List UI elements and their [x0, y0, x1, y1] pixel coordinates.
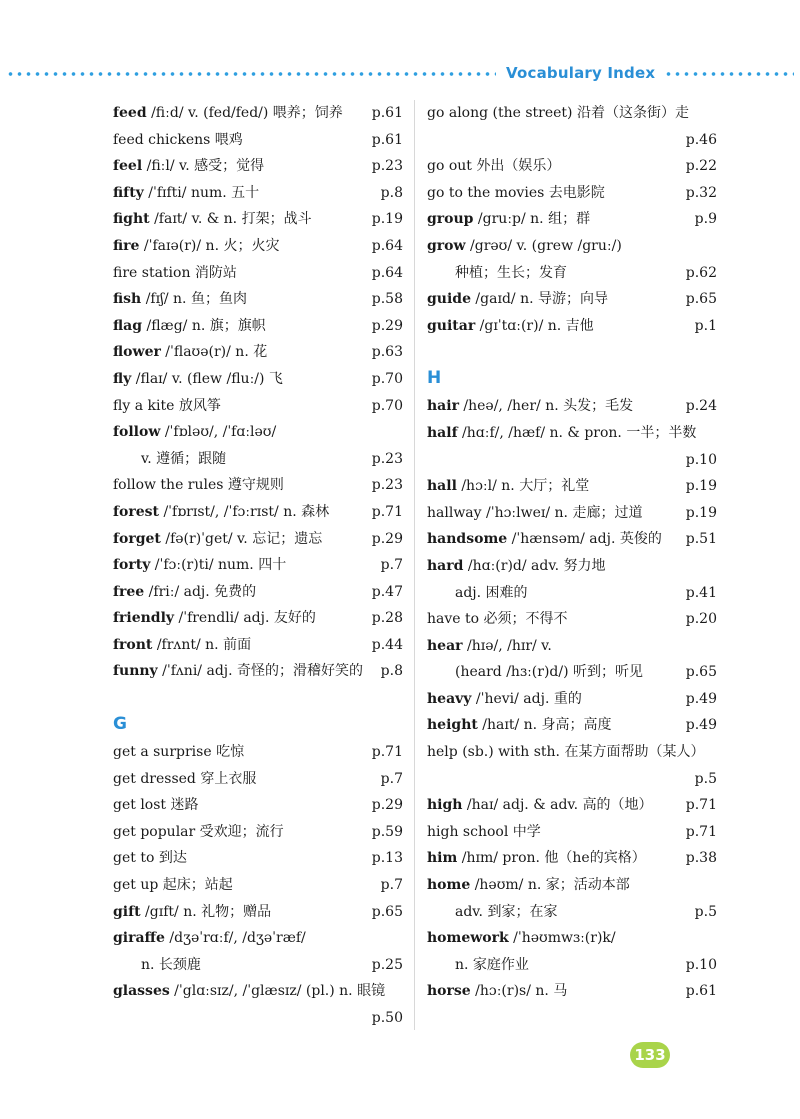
entry-text	[427, 712, 612, 739]
entry-text	[113, 792, 199, 819]
entry-gloss: /ˈglɑːsɪz/, /ˈglæsɪz/ (pl.) n. 眼镜	[169, 983, 386, 1000]
entry-gloss: /ˈfrendli/ adj. 友好的	[174, 610, 316, 627]
page-ref: p.38	[685, 850, 717, 867]
entry-gloss: /gaɪd/ n. 导游；向导	[470, 291, 608, 308]
header-band	[0, 62, 800, 86]
headword: hall	[427, 478, 457, 495]
entry-gloss: /fɪʃ/ n. 鱼；鱼肉	[141, 291, 247, 308]
index-entry	[427, 180, 717, 207]
index-entry	[427, 606, 717, 633]
index-entry	[113, 739, 403, 766]
entry-gloss: feed chickens 喂鸡	[113, 131, 243, 148]
entry-gloss: high school 中学	[427, 823, 541, 840]
entry-gloss: /faɪt/ v. & n. 打架；战斗	[149, 211, 312, 228]
entry-gloss: adv. 到家；在家	[455, 903, 558, 920]
section-gap	[113, 685, 403, 699]
entry-text	[427, 606, 568, 633]
page-ref: p.19	[685, 478, 717, 495]
page-ref: p.70	[371, 397, 403, 414]
entry-text	[113, 472, 284, 499]
index-entry	[113, 792, 403, 819]
entry-gloss: /haɪt/ n. 身高；高度	[477, 717, 612, 734]
page-ref: p.59	[371, 823, 403, 840]
index-entry	[113, 579, 403, 606]
headword: fifty	[113, 184, 144, 201]
entry-text	[427, 180, 605, 207]
entry-text	[427, 686, 582, 713]
entry-gloss: /ˈfɪfti/ num. 五十	[143, 184, 260, 201]
headword: handsome	[427, 531, 508, 548]
headword: height	[427, 717, 478, 734]
entry-text	[113, 766, 256, 793]
entry-gloss: /ˈhænsəm/ adj. 英俊的	[507, 531, 662, 548]
entry-gloss: /hɑː(r)d/ adv. 努力地	[463, 557, 606, 574]
index-entry	[113, 446, 403, 473]
letter-heading: H	[427, 368, 442, 389]
headword: friendly	[113, 610, 175, 627]
index-entry	[427, 553, 717, 580]
entry-text	[427, 925, 616, 952]
entry-gloss: get popular 受欢迎；流行	[113, 823, 284, 840]
page-ref: p.61	[371, 105, 403, 121]
headword: grow	[427, 237, 466, 254]
page-ref: p.10	[685, 956, 717, 973]
entry-text	[427, 500, 642, 527]
page-ref: p.8	[380, 184, 403, 201]
index-entry	[113, 153, 403, 180]
headword: forty	[113, 557, 151, 574]
entry-gloss: get dressed 穿上衣服	[113, 770, 257, 787]
index-entry	[113, 472, 403, 499]
index-entry	[427, 260, 717, 287]
entry-gloss: /grəʊ/ v. (grew /gruː/)	[465, 237, 622, 254]
entry-text	[113, 339, 267, 366]
headword: hard	[427, 557, 464, 574]
headword: flower	[113, 344, 161, 361]
page-ref: p.41	[685, 584, 717, 601]
index-entry	[427, 447, 717, 474]
page-ref: p.61	[371, 131, 403, 148]
index-entry	[427, 313, 717, 340]
headword: fight	[113, 211, 150, 228]
headword: fish	[113, 291, 142, 308]
entry-text	[427, 978, 567, 1005]
headword: guitar	[427, 317, 476, 334]
entry-gloss: /ˈfɔː(r)ti/ num. 四十	[150, 557, 287, 574]
page-ref: p.62	[685, 264, 717, 281]
index-entry	[113, 952, 403, 979]
index-entry	[113, 313, 403, 340]
index-entry	[113, 925, 403, 952]
entry-gloss: 种植；生长；发育	[455, 264, 567, 281]
page-ref: p.5	[694, 903, 717, 920]
index-entry	[113, 180, 403, 207]
index-entry	[427, 845, 717, 872]
page-number-badge: 133	[630, 1042, 670, 1068]
entry-text	[113, 925, 306, 952]
entry-text	[427, 872, 630, 899]
index-entry	[427, 899, 717, 926]
page-ref: p.51	[685, 531, 717, 548]
entry-gloss: v. 遵循；跟随	[141, 450, 227, 467]
index-entry	[113, 605, 403, 632]
entry-gloss: follow the rules 遵守规则	[113, 477, 284, 494]
entry-text	[113, 872, 233, 899]
entry-text	[455, 899, 557, 926]
entry-gloss: fire station 消防站	[113, 264, 237, 281]
entry-text	[113, 899, 271, 926]
index-entry	[113, 872, 403, 899]
entry-gloss: /ˈfaɪə(r)/ n. 火；火灾	[139, 237, 280, 254]
headword: flag	[113, 317, 143, 334]
entry-text	[427, 233, 622, 260]
section-gap	[427, 339, 717, 353]
index-entry	[427, 766, 717, 793]
page-ref: p.49	[685, 717, 717, 734]
headword: hear	[427, 637, 463, 654]
entry-gloss: get lost 迷路	[113, 797, 199, 814]
column-divider	[414, 100, 415, 1030]
entry-text	[113, 845, 187, 872]
page-ref: p.7	[380, 877, 403, 894]
entry-text	[427, 633, 552, 660]
entry-text	[455, 952, 529, 979]
headword: group	[427, 211, 474, 228]
entry-gloss: /flæg/ n. 旗；旗帜	[142, 317, 266, 334]
page-ref: p.71	[371, 744, 403, 761]
page-ref: p.22	[685, 158, 717, 175]
entry-text	[113, 286, 247, 313]
index-entry	[113, 286, 403, 313]
entry-text	[427, 393, 633, 420]
right-column	[427, 100, 717, 1005]
entry-gloss: /haɪ/ adj. & adv. 高的（地）	[462, 797, 653, 814]
entry-text	[113, 739, 244, 766]
index-entry	[113, 233, 403, 260]
headword: homework	[427, 930, 509, 947]
entry-gloss: get to 到达	[113, 850, 187, 867]
page-ref: p.7	[380, 770, 403, 787]
index-entry	[113, 845, 403, 872]
page-ref: p.13	[371, 850, 403, 867]
entry-text	[427, 206, 590, 233]
entry-text	[141, 446, 226, 473]
page-ref: p.29	[371, 317, 403, 334]
page-ref: p.5	[694, 770, 717, 787]
entry-text	[427, 819, 541, 846]
entry-gloss: /gruːp/ n. 组；群	[473, 211, 591, 228]
headword: him	[427, 850, 458, 867]
headword: forest	[113, 503, 159, 520]
entry-gloss: /dʒəˈrɑːf/, /dʒəˈræf/	[164, 930, 306, 947]
index-entry	[427, 819, 717, 846]
index-entry	[113, 419, 403, 446]
entry-text	[455, 659, 643, 686]
index-entry	[113, 127, 403, 154]
entry-text	[113, 526, 322, 553]
index-entry	[427, 500, 717, 527]
header-dots-right	[664, 72, 794, 76]
entry-text	[113, 632, 251, 659]
index-entry	[113, 206, 403, 233]
index-entry	[427, 393, 717, 420]
page-ref: p.23	[371, 158, 403, 175]
entry-gloss: go out 外出（娱乐）	[427, 158, 561, 175]
page-ref: p.64	[371, 264, 403, 281]
entry-gloss: /gɪˈtɑː(r)/ n. 吉他	[475, 317, 594, 334]
entry-gloss: /ˈfɒrɪst/, /ˈfɔːrɪst/ n. 森林	[159, 503, 330, 520]
entry-text	[427, 553, 606, 580]
headword: half	[427, 424, 458, 441]
letter-heading: G	[113, 714, 127, 735]
entry-text	[113, 819, 284, 846]
entry-gloss: /ˈfɒləʊ/, /ˈfɑːləʊ/	[160, 424, 277, 441]
index-entry	[427, 978, 717, 1005]
headword: feed	[113, 105, 147, 121]
left-column	[113, 100, 403, 1032]
headword: heavy	[427, 690, 472, 707]
entry-text	[113, 313, 266, 340]
index-entry	[427, 206, 717, 233]
entry-text	[427, 286, 608, 313]
page-ref: p.24	[685, 398, 717, 415]
headword: horse	[427, 983, 471, 1000]
entry-text	[113, 366, 283, 393]
index-entry	[113, 766, 403, 793]
index-entry	[427, 473, 717, 500]
entry-gloss: /ˈfʌni/ adj. 奇怪的；滑稽好笑的	[157, 663, 364, 680]
page-ref: p.29	[371, 530, 403, 547]
entry-gloss: (heard /hɜː(r)d/) 听到；听见	[455, 664, 643, 681]
entry-gloss: /hɪə/, /hɪr/ v.	[462, 637, 552, 654]
page-ref: p.65	[685, 664, 717, 681]
page-ref: p.7	[380, 557, 403, 574]
page-ref: p.32	[685, 184, 717, 201]
headword: hair	[427, 398, 459, 415]
page-ref: p.23	[371, 477, 403, 494]
entry-text	[113, 978, 385, 1005]
headword: fire	[113, 237, 140, 254]
page-ref: p.64	[371, 237, 403, 254]
entry-text	[113, 180, 259, 207]
entry-text	[113, 260, 237, 287]
index-entry	[427, 712, 717, 739]
entry-gloss: go along (the street) 沿着（这条街）走	[427, 105, 689, 121]
entry-text	[427, 100, 689, 127]
page-ref: p.10	[685, 451, 717, 468]
index-entry	[113, 658, 403, 685]
entry-gloss: have to 必须；不得不	[427, 611, 568, 628]
entry-text	[455, 260, 567, 287]
entry-text	[113, 419, 276, 446]
entry-gloss: get up 起床；站起	[113, 877, 233, 894]
entry-text	[113, 393, 221, 420]
headword: gift	[113, 903, 141, 920]
entry-gloss: n. 家庭作业	[455, 956, 529, 973]
entry-text	[427, 845, 646, 872]
page-ref: p.49	[685, 690, 717, 707]
page-ref: p.71	[685, 823, 717, 840]
entry-gloss: /ˈhəʊmwɜː(r)k/	[508, 930, 616, 947]
entry-text	[455, 580, 528, 607]
index-entry	[427, 233, 717, 260]
entry-gloss: /fiːl/ v. 感受；觉得	[142, 158, 265, 175]
entry-gloss: fly a kite 放风筝	[113, 397, 221, 414]
index-entry	[113, 819, 403, 846]
page-ref: p.28	[371, 610, 403, 627]
page-ref: p.65	[685, 291, 717, 308]
headword: forget	[113, 530, 161, 547]
page-ref: p.25	[371, 956, 403, 973]
index-entry	[113, 526, 403, 553]
index-entry	[427, 100, 717, 127]
index-entry	[427, 925, 717, 952]
page-ref: p.8	[380, 663, 403, 680]
entry-gloss: n. 长颈鹿	[141, 956, 201, 973]
index-entry	[427, 526, 717, 553]
headword: giraffe	[113, 930, 165, 947]
entry-text	[141, 952, 201, 979]
section-title: Vocabulary Index	[506, 64, 656, 82]
index-entry	[427, 659, 717, 686]
entry-gloss: /fə(r)ˈget/ v. 忘记；遗忘	[160, 530, 323, 547]
index-entry	[113, 260, 403, 287]
page-ref: p.23	[371, 450, 403, 467]
index-entry	[427, 127, 717, 154]
page-ref: p.1	[694, 317, 717, 334]
page-ref: p.9	[694, 211, 717, 228]
entry-gloss: /flaɪ/ v. (flew /fluː/) 飞	[131, 370, 283, 387]
entry-gloss: /heə/, /her/ n. 头发；毛发	[458, 398, 634, 415]
entry-gloss: /hɔːl/ n. 大厅；礼堂	[456, 478, 590, 495]
entry-gloss: adj. 困难的	[455, 584, 528, 601]
page-ref: p.61	[685, 983, 717, 1000]
entry-text	[113, 579, 256, 606]
page-ref: p.71	[685, 797, 717, 814]
headword: front	[113, 636, 153, 653]
headword: home	[427, 877, 471, 894]
headword: glasses	[113, 983, 170, 1000]
entry-text	[427, 473, 589, 500]
page-ref: p.50	[371, 1010, 403, 1026]
index-entry	[113, 499, 403, 526]
index-entry	[427, 739, 717, 766]
entry-text	[427, 739, 704, 766]
entry-text	[113, 499, 329, 526]
entry-gloss: help (sb.) with sth. 在某方面帮助（某人）	[427, 744, 705, 761]
page-ref: p.63	[371, 344, 403, 361]
entry-text	[113, 127, 243, 154]
entry-gloss: /hɪm/ pron. 他（he的宾格）	[457, 850, 646, 867]
index-entry	[113, 366, 403, 393]
page-ref: p.19	[685, 504, 717, 521]
entry-gloss: /frʌnt/ n. 前面	[152, 636, 252, 653]
entry-gloss: /fiːd/ v. (fed/fed/) 喂养；饲养	[146, 105, 343, 121]
page-ref: p.44	[371, 636, 403, 653]
index-entry	[427, 792, 717, 819]
index-entry	[427, 580, 717, 607]
page-ref: p.29	[371, 797, 403, 814]
entry-text	[427, 313, 594, 340]
entry-gloss: /hɑːf/, /hæf/ n. & pron. 一半；半数	[457, 424, 697, 441]
index-entry	[113, 899, 403, 926]
page-ref: p.58	[371, 291, 403, 308]
entry-text	[427, 153, 560, 180]
entry-gloss: /həʊm/ n. 家；活动本部	[470, 877, 630, 894]
entry-gloss: hallway /ˈhɔːlweɪ/ n. 走廊；过道	[427, 504, 643, 521]
index-entry	[427, 952, 717, 979]
page-ref: p.20	[685, 611, 717, 628]
entry-gloss: go to the movies 去电影院	[427, 184, 605, 201]
entry-text	[113, 658, 363, 685]
entry-gloss: /ˈhevi/ adj. 重的	[471, 690, 582, 707]
entry-text	[427, 792, 653, 819]
entry-gloss: get a surprise 吃惊	[113, 744, 245, 761]
index-entry	[113, 339, 403, 366]
entry-text	[427, 526, 662, 553]
index-entry	[113, 1005, 403, 1032]
headword: follow	[113, 424, 161, 441]
index-entry	[427, 153, 717, 180]
headword: feel	[113, 158, 143, 175]
headword: free	[113, 583, 145, 600]
headword: high	[427, 797, 463, 814]
entry-gloss: /gɪft/ n. 礼物；赠品	[140, 903, 272, 920]
entry-gloss: /hɔː(r)s/ n. 马	[470, 983, 568, 1000]
page-ref: p.70	[371, 370, 403, 387]
page-ref: p.71	[371, 503, 403, 520]
entry-text	[427, 420, 696, 447]
index-entry	[113, 632, 403, 659]
index-entry	[113, 978, 403, 1005]
index-entry	[113, 393, 403, 420]
page-ref: p.65	[371, 903, 403, 920]
headword: fly	[113, 370, 132, 387]
index-entry	[427, 872, 717, 899]
entry-text	[113, 552, 286, 579]
index-entry	[427, 420, 717, 447]
entry-gloss: /friː/ adj. 免费的	[144, 583, 257, 600]
entry-text	[113, 100, 343, 127]
entry-text	[113, 233, 279, 260]
entry-text	[113, 605, 316, 632]
index-entry	[427, 286, 717, 313]
page-ref: p.19	[371, 211, 403, 228]
entry-gloss: /ˈflaʊə(r)/ n. 花	[160, 344, 268, 361]
entry-text	[113, 206, 312, 233]
header-dots-left	[6, 72, 496, 76]
index-entry	[427, 686, 717, 713]
page-ref: p.47	[371, 583, 403, 600]
index-entry	[113, 552, 403, 579]
index-entry	[427, 633, 717, 660]
headword: funny	[113, 663, 158, 680]
entry-text	[113, 153, 264, 180]
index-entry	[113, 100, 403, 127]
page-ref: p.46	[685, 131, 717, 148]
headword: guide	[427, 291, 471, 308]
